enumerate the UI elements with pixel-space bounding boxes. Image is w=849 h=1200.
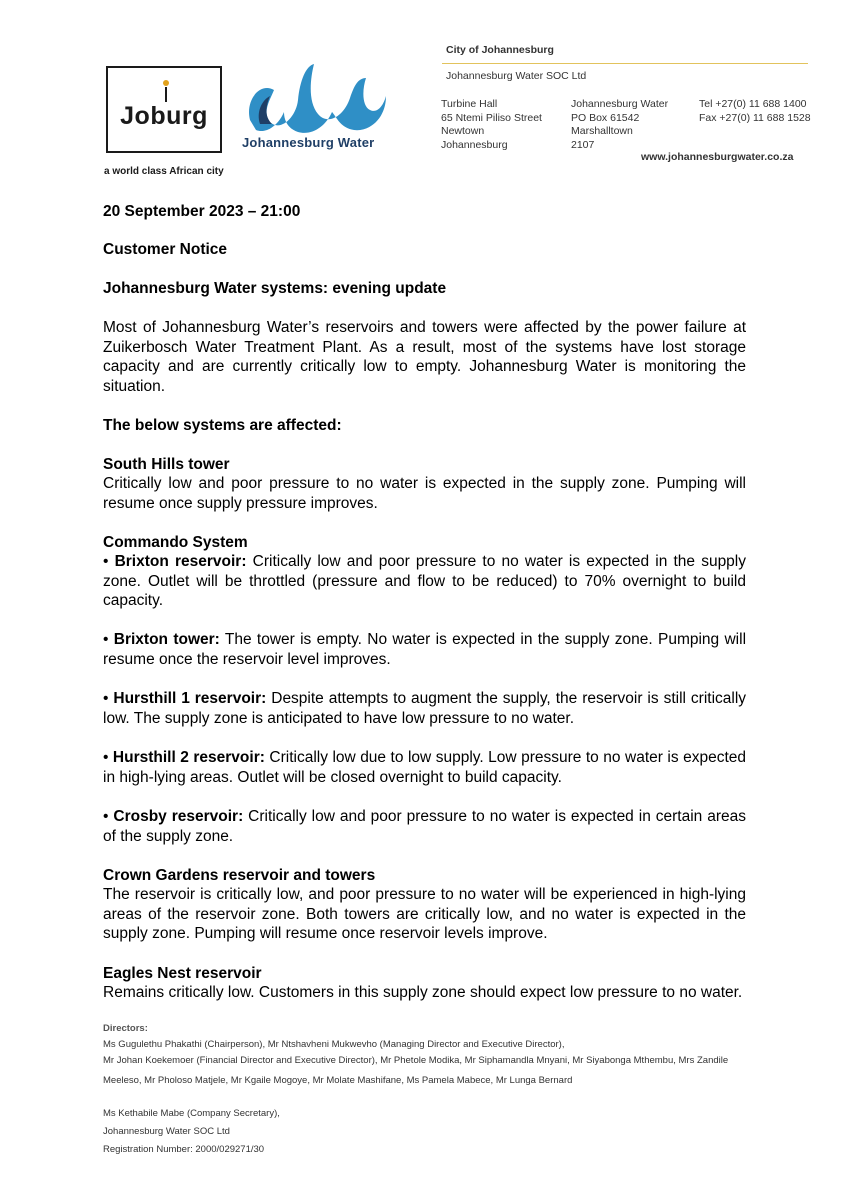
item-label: Hursthill 1 reservoir: bbox=[113, 690, 267, 707]
address-line: Turbine Hall bbox=[441, 98, 498, 110]
address-line: Johannesburg Water bbox=[571, 98, 669, 110]
directors-label: Directors: bbox=[103, 1023, 148, 1034]
org-company: Johannesburg Water SOC Ltd bbox=[446, 70, 587, 82]
joburg-tagline: a world class African city bbox=[104, 166, 224, 177]
jw-wave-logo-icon bbox=[240, 60, 390, 140]
crown-gardens-heading: Crown Gardens reservoir and towers bbox=[103, 867, 376, 884]
item-label: Brixton reservoir: bbox=[114, 553, 247, 570]
jw-logo-label: Johannesburg Water bbox=[242, 135, 375, 150]
eagles-nest-heading: Eagles Nest reservoir bbox=[103, 965, 262, 982]
directors-line-2: Mr Johan Koekemoer (Financial Director and Executive Director), Mr Phetole Modika, Mr Siphamandla Mnyani, Mr Siyabonga Mthembu, Mrs Zandile Meeleso, Mr Pholoso Matjele, Mr Kgaile Mogoye, Mr Molate Mashifane, Ms Pamela Mabece, Mr Lunga Bernard bbox=[103, 1055, 729, 1086]
item-text: Critically low due to low supply. Low pressure to no water is expected in high-lying areas. Outlet will be closed overnight to build capacity. bbox=[103, 749, 747, 786]
item-label: Brixton tower: bbox=[113, 631, 220, 648]
registration-number: Registration Number: 2000/029271/30 bbox=[103, 1144, 265, 1155]
hursthill-2-item: • Hursthill 2 reservoir: Critically low due to low supply. Low pressure to no water is expected in high-lying areas. Outlet will be closed overnight to build capacity. bbox=[103, 749, 747, 786]
hursthill-1-item: • Hursthill 1 reservoir: Despite attempts to augment the supply, the reservoir is still critically low. The supply zone is anticipated to have low pressure to no water. bbox=[103, 690, 747, 727]
address-line: 65 Ntemi Piliso Street bbox=[441, 111, 542, 124]
address-line: PO Box 61542 bbox=[571, 111, 640, 124]
affected-heading: The below systems are affected: bbox=[103, 417, 342, 434]
crosby-item: • Crosby reservoir: Critically low and poor pressure to no water is expected in certain areas of the supply zone. bbox=[103, 808, 746, 845]
item-label: Crosby reservoir: bbox=[113, 808, 244, 825]
item-text: The tower is empty. No water is expected in the supply zone. Pumping will resume once the reservoir level improves. bbox=[103, 631, 747, 668]
notice-intro: Most of Johannesburg Water’s reservoirs and towers were affected by the power failure at Zuikerbosch Water Treatment Plant. As a result, most of the systems have lost storage capacity and are currently critically low to empty. Johannesburg Water is monitoring the situation. bbox=[103, 319, 746, 395]
joburg-logo-text: Joburg bbox=[120, 102, 208, 130]
notice-date: 20 September 2023 – 21:00 bbox=[103, 203, 301, 220]
torch-icon bbox=[158, 78, 174, 104]
footer-company: Johannesburg Water SOC Ltd bbox=[103, 1126, 230, 1137]
item-label: Hursthill 2 reservoir: bbox=[112, 749, 265, 766]
address-line: Johannesburg bbox=[441, 138, 508, 151]
org-name: City of Johannesburg bbox=[446, 44, 554, 56]
crown-gardens-text: The reservoir is critically low, and poor pressure to no water will be experienced in high-lying areas of the reservoir zone. Both towers are critically low, and no water is expected in the supply zone. Pumping will resume once reservoir levels improve. bbox=[103, 886, 746, 942]
postal-address bbox=[571, 98, 668, 152]
item-text: Despite attempts to augment the supply, the reservoir is still critically low. The supply zone is anticipated to have low pressure to no water. bbox=[103, 690, 747, 727]
brixton-reservoir-item: • Brixton reservoir: Critically low and poor pressure to no water is expected in the supply zone. Outlet will be throttled (pressure and flow to be reduced) to 70% overnight to build capacity. bbox=[103, 553, 747, 609]
tel-number: Tel +27(0) 11 688 1400 bbox=[699, 98, 807, 110]
commando-heading: Commando System bbox=[103, 534, 248, 551]
directors-line-1: Ms Gugulethu Phakathi (Chairperson), Mr Ntshavheni Mukwevho (Managing Director and Executive Director), bbox=[103, 1039, 565, 1050]
address-line: 2107 bbox=[571, 138, 595, 151]
notice-title: Johannesburg Water systems: evening update bbox=[103, 280, 447, 297]
notice-type: Customer Notice bbox=[103, 241, 228, 258]
header-rule bbox=[442, 63, 808, 64]
eagles-nest-text: Remains critically low. Customers in this supply zone should expect low pressure to no water. bbox=[103, 984, 743, 1001]
brixton-tower-item: • Brixton tower: The tower is empty. No water is expected in the supply zone. Pumping will resume once the reservoir level improves. bbox=[103, 631, 747, 668]
fax-number: Fax +27(0) 11 688 1528 bbox=[699, 111, 811, 124]
company-secretary: Ms Kethabile Mabe (Company Secretary), bbox=[103, 1108, 280, 1119]
contact-info bbox=[699, 98, 811, 125]
physical-address bbox=[441, 98, 542, 152]
item-text: Critically low and poor pressure to no water is expected in certain areas of the supply zone. bbox=[103, 808, 746, 845]
joburg-logo bbox=[106, 66, 222, 153]
south-hills-heading: South Hills tower bbox=[103, 456, 230, 473]
website-link[interactable]: www.johannesburgwater.co.za bbox=[641, 151, 794, 163]
item-text: Critically low and poor pressure to no water is expected in the supply zone. Outlet will be throttled (pressure and flow to be reduced) to 70% overnight to build capacity. bbox=[103, 553, 747, 609]
south-hills-text: Critically low and poor pressure to no water is expected in the supply zone. Pumping will resume once supply pressure improves. bbox=[103, 475, 746, 512]
address-line: Newtown bbox=[441, 125, 485, 137]
address-line: Marshalltown bbox=[571, 125, 633, 137]
